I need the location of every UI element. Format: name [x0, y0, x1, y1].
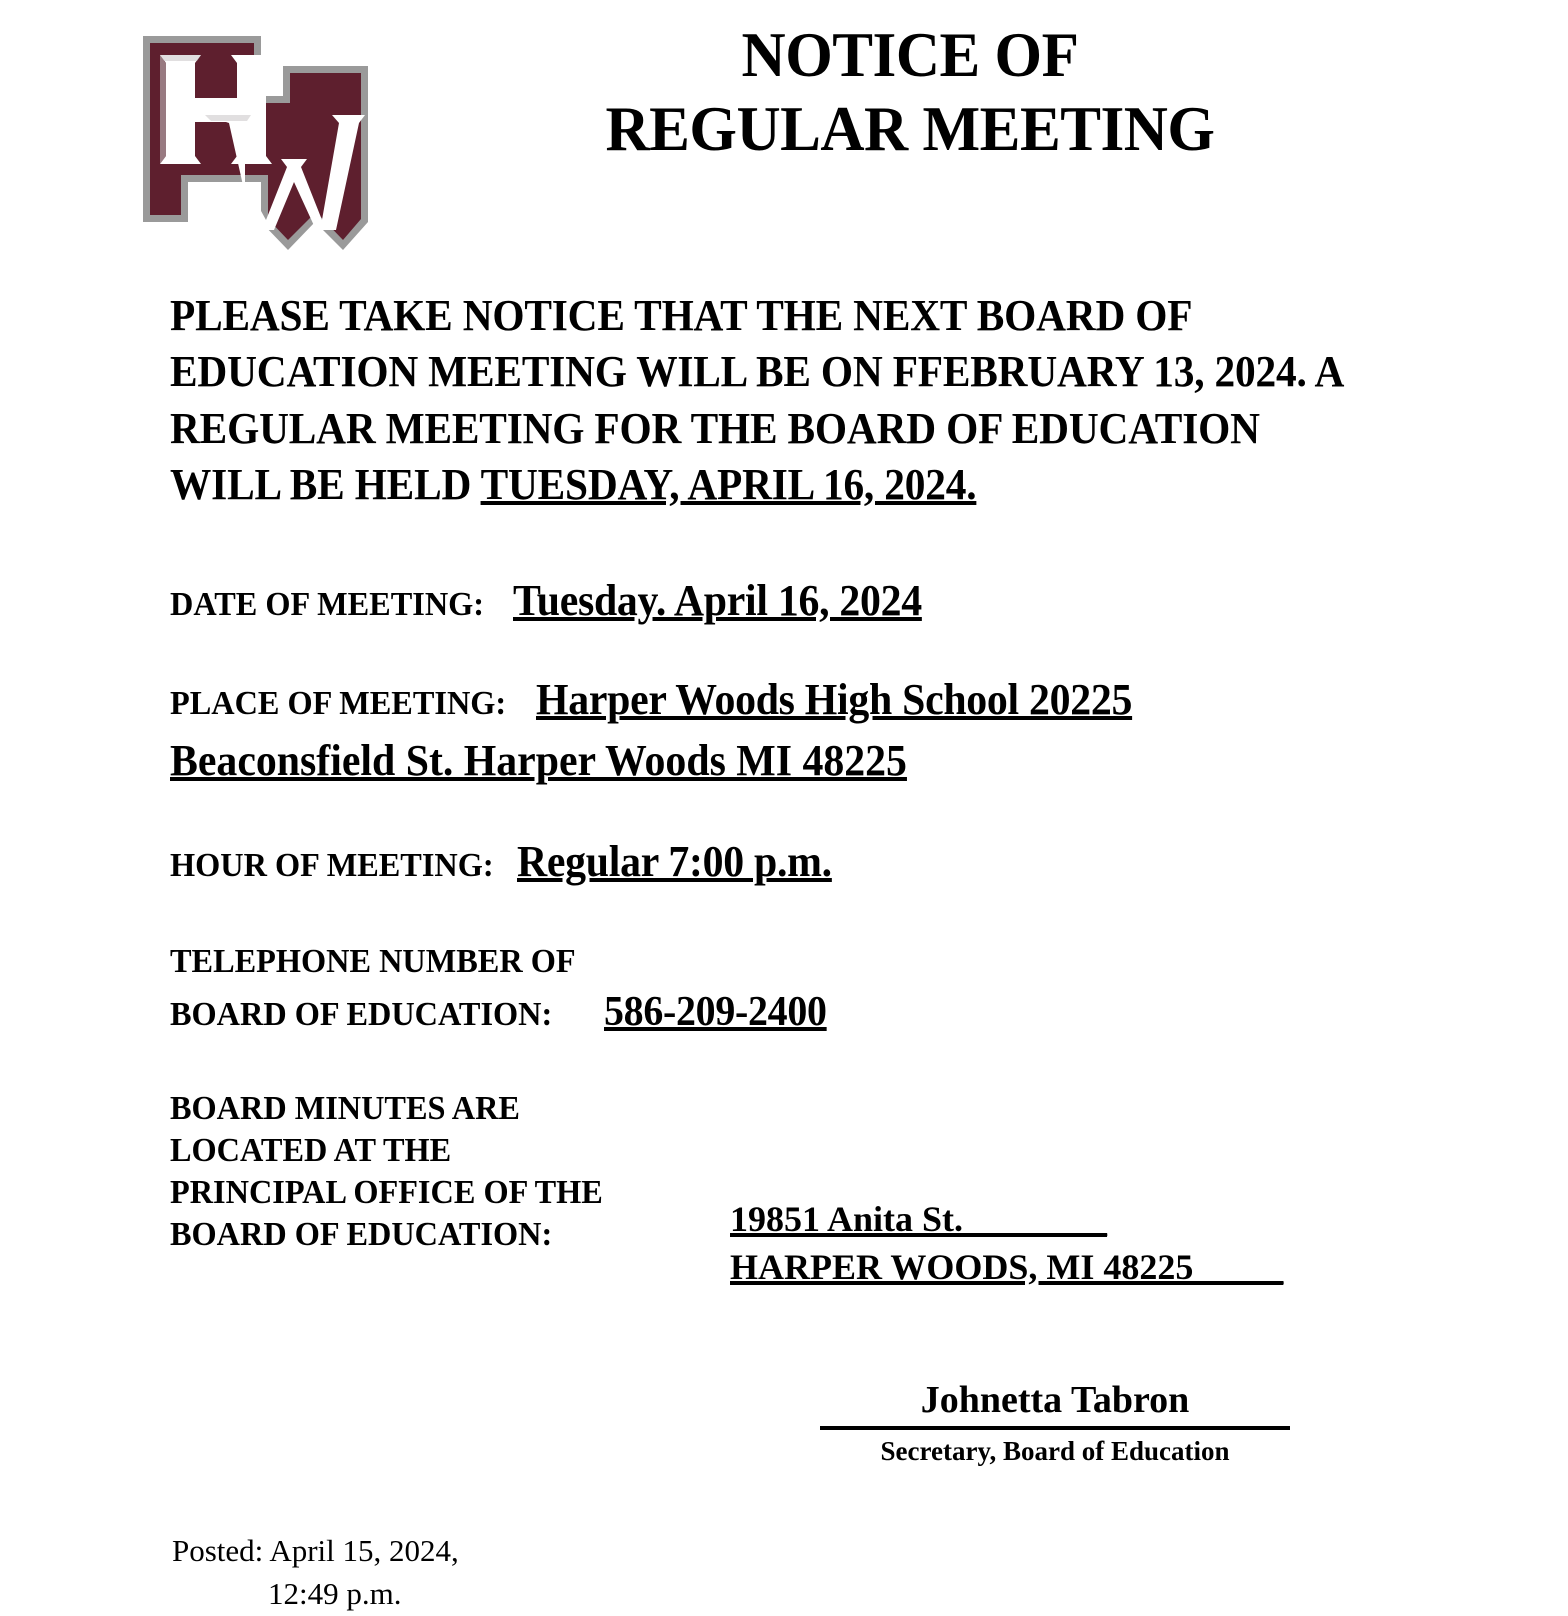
title-line-2: REGULAR MEETING [605, 94, 1215, 165]
notice-paragraph-underlined-date: TUESDAY, APRIL 16, 2024. [480, 459, 977, 509]
date-of-meeting-value: Tuesday. April 16, 2024 [512, 576, 922, 626]
place-of-meeting-row [170, 674, 1370, 786]
board-minutes-label-line3: PRINCIPAL OFFICE OF THE [170, 1173, 603, 1211]
place-of-meeting-label: PLACE OF MEETING: [170, 685, 507, 723]
telephone-number-value: 586-209-2400 [604, 989, 827, 1036]
place-of-meeting-value-line2: Beaconsfield St. Harper Woods MI 48225 [170, 736, 907, 786]
secretary-role: Secretary, Board of Education [880, 1436, 1230, 1466]
board-minutes-address-line1: 19851 Anita St.________ [730, 1199, 1108, 1240]
board-minutes-label-line4: BOARD OF EDUCATION: [170, 1215, 553, 1253]
posted-date: Posted: April 15, 2024, [172, 1533, 459, 1568]
hour-of-meeting-value: Regular 7:00 p.m. [516, 837, 832, 887]
harper-woods-logo [133, 22, 378, 270]
signature-block [820, 1378, 1290, 1467]
posted-timestamp [172, 1530, 459, 1616]
board-minutes-address-line2: HARPER WOODS, MI 48225_____ [730, 1246, 1284, 1287]
telephone-label-line2: BOARD OF EDUCATION: [170, 996, 553, 1034]
notice-paragraph-text: PLEASE TAKE NOTICE THAT THE NEXT BOARD OF EDUCATION MEETING WILL BE ON FFEBRUARY 13, 2024. A REGULAR MEETING FOR THE BOARD OF EDUCATION WILL BE HELD [170, 291, 1342, 509]
place-of-meeting-value-line1: Harper Woods High School 20225 [535, 675, 1132, 725]
document-header [0, 0, 1568, 275]
hw-monogram-icon [133, 22, 378, 270]
board-minutes-block [170, 1088, 1370, 1287]
telephone-block [170, 939, 1370, 1036]
secretary-name: Johnetta Tabron [820, 1378, 1290, 1430]
board-minutes-label-line2: LOCATED AT THE [170, 1131, 452, 1169]
telephone-label-line1: TELEPHONE NUMBER OF [170, 943, 576, 981]
title-line-1: NOTICE OF [741, 20, 1079, 90]
notice-body [170, 288, 1370, 1287]
board-minutes-label [170, 1088, 603, 1255]
posted-time: 12:49 p.m. [268, 1575, 402, 1611]
date-of-meeting-row [170, 575, 1370, 626]
hour-of-meeting-row [170, 836, 1370, 887]
notice-paragraph [170, 288, 1371, 513]
date-of-meeting-label: DATE OF MEETING: [170, 586, 485, 624]
board-minutes-label-line1: BOARD MINUTES ARE [170, 1090, 520, 1128]
page-title [444, 18, 1375, 167]
board-minutes-address [730, 1196, 1283, 1291]
hour-of-meeting-label: HOUR OF MEETING: [170, 847, 494, 885]
